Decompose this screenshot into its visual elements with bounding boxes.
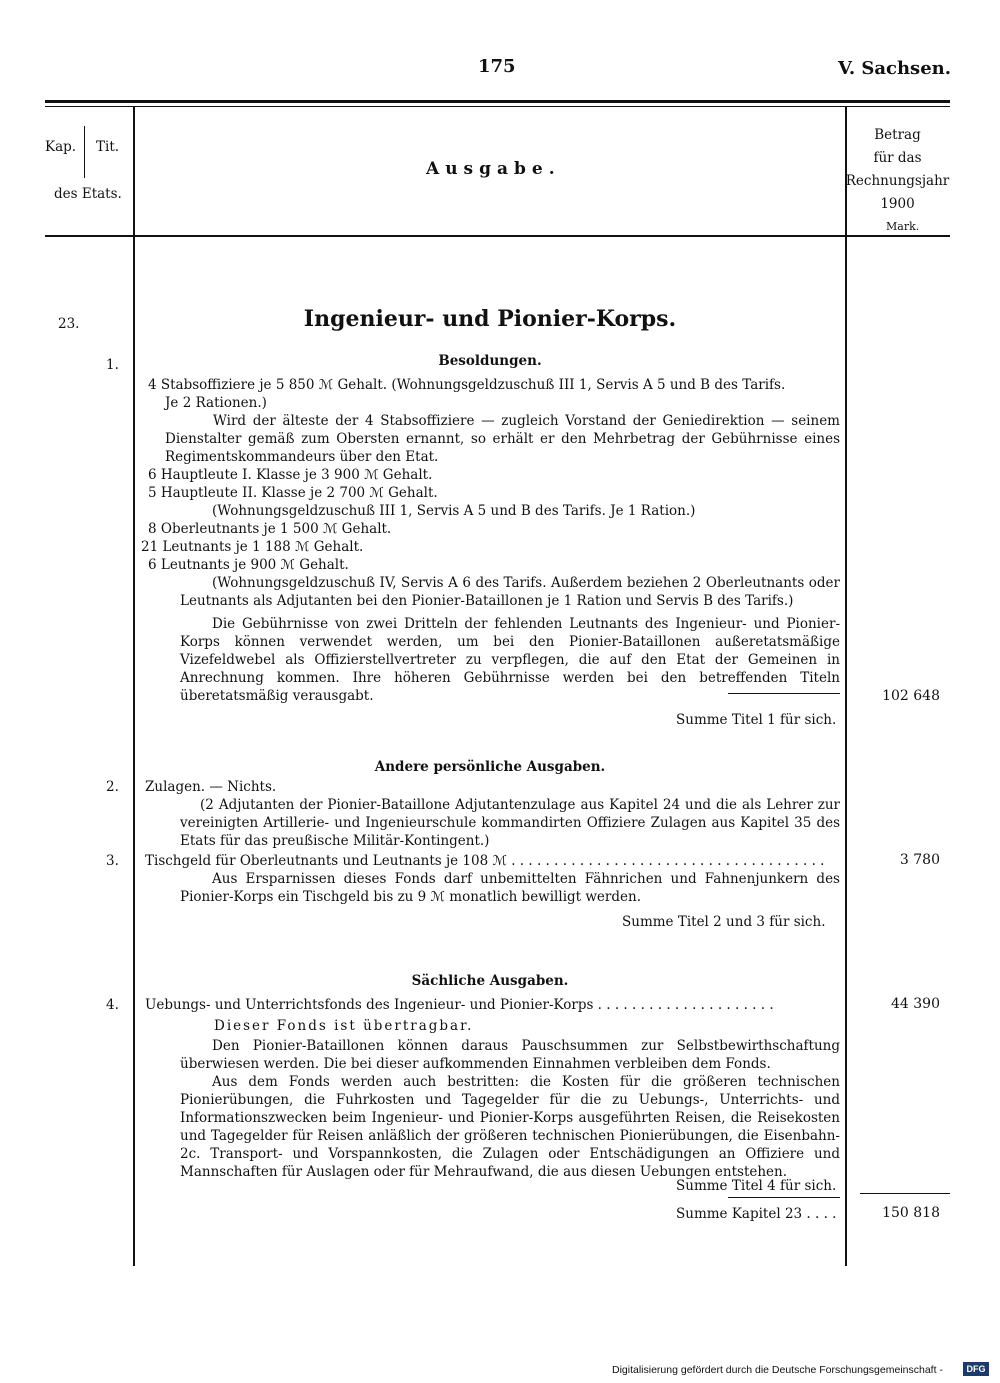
titel-1-line-servis: (Wohnungsgeldzuschuß III 1, Servis A 5 und B des Tarifs. Je 1 Ration.) [212, 503, 696, 519]
table-title: Ausgabe. [426, 159, 561, 179]
page-number: 175 [478, 56, 516, 77]
column-divider-left [133, 106, 135, 1266]
chapter-number: 23. [58, 316, 80, 332]
titel-4-summe: Summe Titel 4 für sich. [676, 1178, 837, 1194]
titel-1-line-leutnants-6: 6 Leutnants je 900 ℳ Gehalt. [148, 557, 349, 573]
titel-3-amount: 3 780 [899, 852, 940, 868]
top-rule-thick [45, 100, 950, 103]
titel-1-line-stabsoffiziere: 4 Stabsoffiziere je 5 850 ℳ Gehalt. (Wohnungsgeldzuschuß III 1, Servis A 5 und B des Tarifs. [148, 377, 786, 393]
top-rule-thin [45, 106, 950, 107]
titel-4-note-bestritten: Aus dem Fonds werden auch bestritten: die Kosten für die größeren technischen Pionierübungen, die Fuhrkosten und Tagegelder für die zu Uebungs-, Unterrichts- und Informationszwecken beim Ingenieur- und Pionier-Korps ausgeführten Reisen, die Reisekosten und Tagegelder für Reisen anläßlich der größeren technischen Pionierübungen, die Eisenbahn- 2c. Transport- und Vorspannkosten, die Zulagen oder Entschädigungen an Offiziere und Mannschaften für Auslagen oder für Mehraufwand, die aus diesen Uebungen entstehen. [180, 1074, 840, 1180]
titel-1-amount: 102 648 [882, 688, 940, 704]
chapter-title: Ingenieur- und Pionier-Korps. [303, 306, 677, 332]
kapitel-sum-rule-right [860, 1193, 950, 1194]
titel-1-note-gebuehrnisse: Die Gebührnisse von zwei Dritteln der fehlenden Leutnants des Ingenieur- und Pionier-Korps können verwendet werden, um bei den Pionier-Bataillonen außeretatsmäßige Vizefeldwebel als Offizierstellvertreter zu verpflegen, die auf den Etat der Gemeinen in Anrechnung kommen. Ihre höheren Gebührnisse werden bei den betreffenden Titeln überetatsmäßig verausgabt. [180, 616, 840, 704]
titel-1-rule [728, 693, 840, 694]
dfg-logo [963, 1362, 989, 1376]
titel-1-line-rationen: Je 2 Rationen.) [165, 395, 267, 411]
state-heading: V. Sachsen. [838, 58, 952, 79]
kapitel-summe-amount: 150 818 [882, 1205, 940, 1221]
titel-1-note-oberst: Wird der älteste der 4 Stabsoffiziere — zugleich Vorstand der Geniedirektion — seinem Dienstalter gemäß zum Obersten ernannt, so erhält er den Mehrbetrag der Gebührnisse eines Regimentskommandeurs über den Etat. [165, 413, 840, 465]
titel-4-note-pauschsummen: Den Pionier-Bataillonen können daraus Pauschsummen zur Selbstbewirthschaftung überwiesen werden. Die bei dieser aufkommenden Einnahmen verbleiben dem Fonds. [180, 1038, 840, 1072]
header-bottom-rule [45, 235, 950, 237]
titel-1-line-leutnants-21: 21 Leutnants je 1 188 ℳ Gehalt. [141, 539, 364, 555]
kapitel-summe-label: Summe Kapitel 23 . . . . [676, 1206, 837, 1222]
section-andere: Andere persönliche Ausgaben. [374, 759, 606, 775]
dfg-logo-text: DFG [966, 1364, 986, 1374]
titel-1-summe: Summe Titel 1 für sich. [676, 712, 837, 728]
column-divider-right [845, 106, 847, 1266]
titel-4-line-fonds: Uebungs- und Unterrichtsfonds des Ingenieur- und Pionier-Korps . . . . . . . . . . . . . . . . . . . . . [145, 997, 774, 1013]
titel-1-line-hauptleute-2: 5 Hauptleute II. Klasse je 2 700 ℳ Gehalt. [148, 485, 438, 501]
digitization-credit: Digitalisierung gefördert durch die Deutsche Forschungsgemeinschaft - [612, 1364, 943, 1376]
col-des-etats-header: des Etats. [54, 186, 122, 202]
section-besoldungen: Besoldungen. [438, 353, 542, 369]
titel-4-line-uebertragbar: Dieser Fonds ist übertragbar. [214, 1018, 474, 1034]
amount-unit: Mark. [886, 220, 920, 233]
section-saechliche: Sächliche Ausgaben. [411, 973, 569, 989]
titel-2-line-zulagen: Zulagen. — Nichts. [145, 779, 277, 795]
titel-3-line-tischgeld: Tischgeld für Oberleutnants und Leutnants je 108 ℳ . . . . . . . . . . . . . . . . . . . . . . . . . . . . . . . . . . . . . [145, 853, 825, 869]
titel-2-note: (2 Adjutanten der Pionier-Bataillone Adjutantenzulage aus Kapitel 24 und die als Lehrer zur vereinigten Artillerie- und Ingenieurschule kommandirten Offiziere Zulagen aus Kapitel 35 des Etats für das preußische Militär-Kontingent.) [180, 797, 840, 849]
titel-3-note: Aus Ersparnissen dieses Fonds darf unbemittelten Fähnrichen und Fahnenjunkern des Pionier-Korps ein Tischgeld bis zu 9 ℳ monatlich bewilligt werden. [180, 871, 840, 905]
titel-4-amount: 44 390 [891, 996, 940, 1012]
col-kap-header: Kap. [45, 139, 77, 155]
kap-tit-divider [84, 126, 85, 178]
titel-4-number: 4. [106, 997, 119, 1013]
col-tit-header: Tit. [96, 139, 120, 155]
titel-1-note-adjutanten: (Wohnungsgeldzuschuß IV, Servis A 6 des Tarifs. Außerdem beziehen 2 Oberleutnants oder Leutnants als Adjutanten bei den Pionier-Bataillonen je 1 Ration und Servis B des Tarifs.) [180, 575, 840, 609]
amount-column-header: Betrag für das Rechnungsjahr 1900 [845, 127, 950, 212]
titel-1-line-hauptleute-1: 6 Hauptleute I. Klasse je 3 900 ℳ Gehalt. [148, 467, 433, 483]
kapitel-sum-rule-left [728, 1197, 840, 1198]
titel-2-3-summe: Summe Titel 2 und 3 für sich. [622, 914, 826, 930]
titel-3-number: 3. [106, 853, 119, 869]
titel-1-line-oberleutnants: 8 Oberleutnants je 1 500 ℳ Gehalt. [148, 521, 392, 537]
titel-2-number: 2. [106, 779, 119, 795]
titel-1-number: 1. [106, 357, 119, 373]
